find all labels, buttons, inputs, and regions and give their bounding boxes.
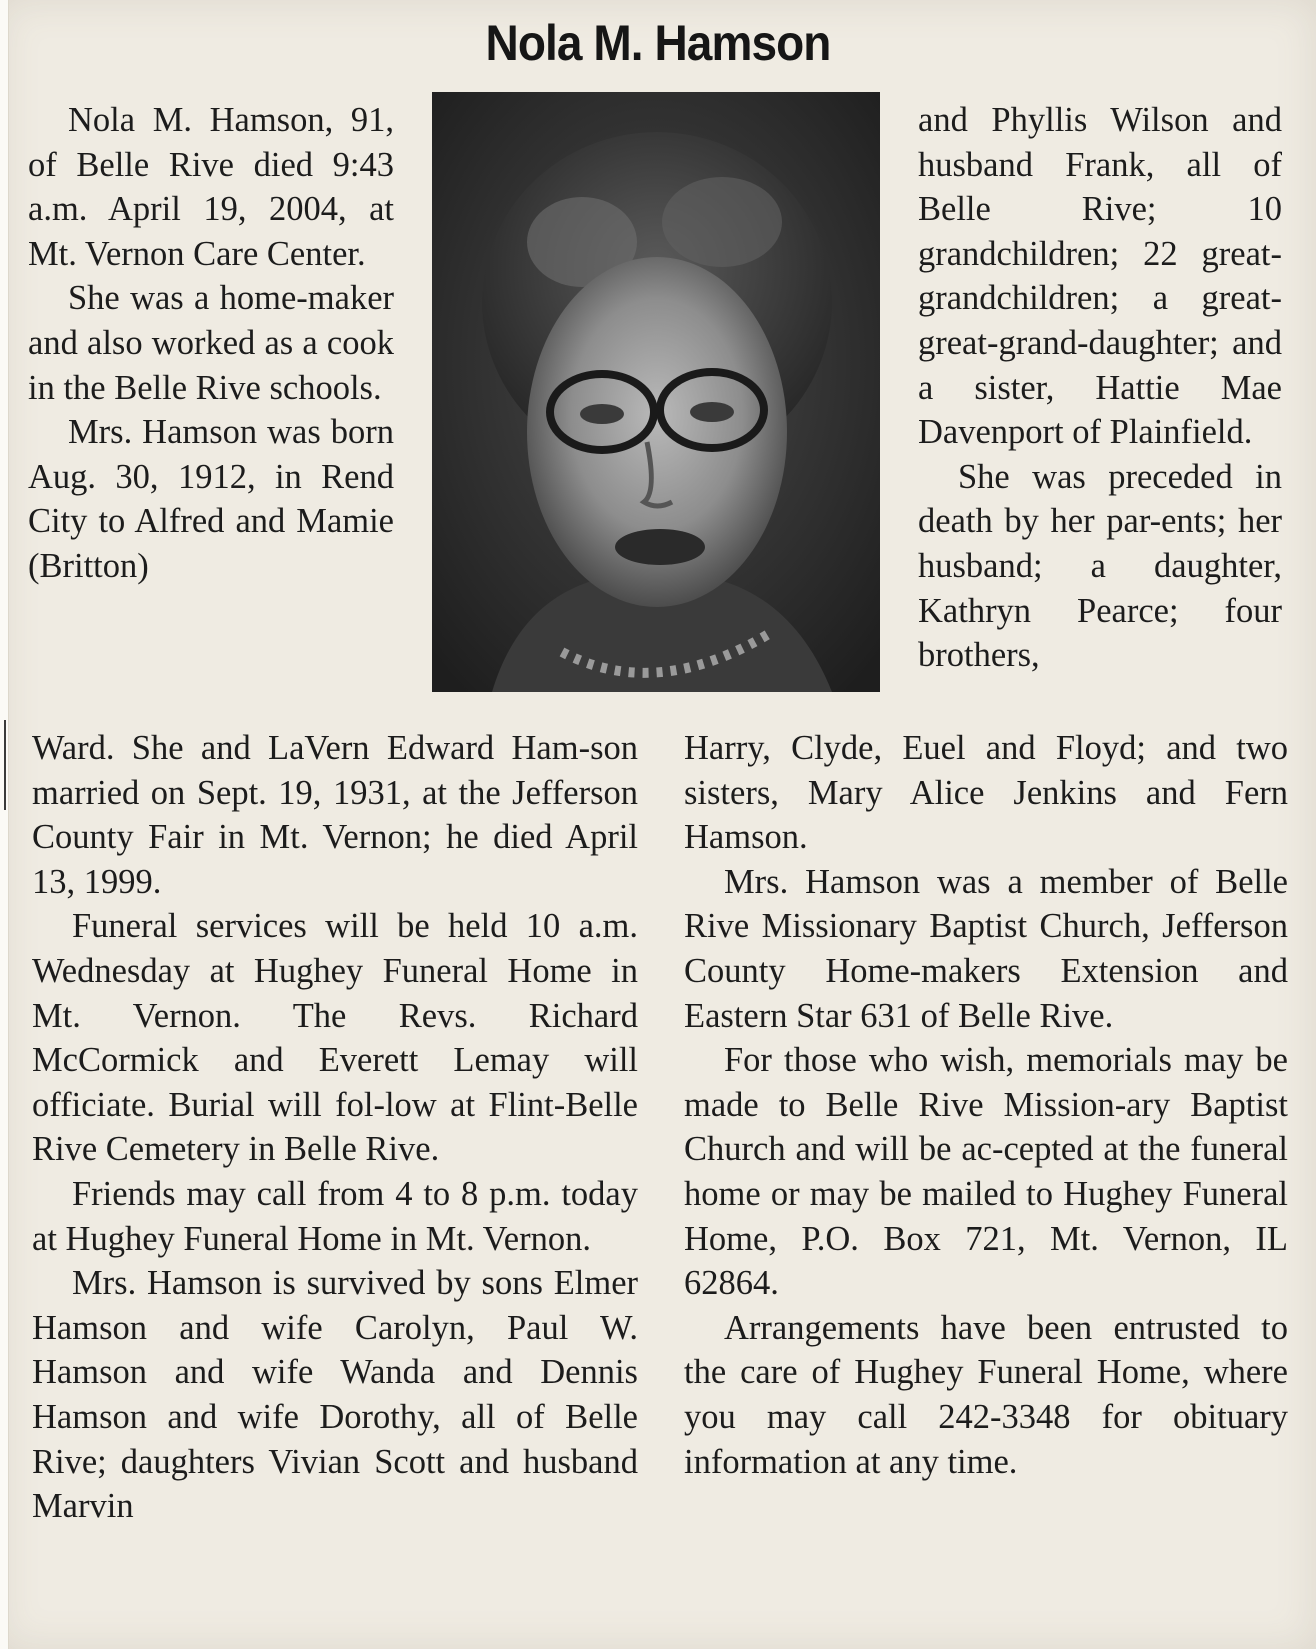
paragraph: Mrs. Hamson was born Aug. 30, 1912, in Rend City to Alfred and Mamie (Britton) — [28, 413, 394, 585]
column-top-right — [918, 98, 1282, 678]
paragraph: She was preceded in death by her par-ents; her husband; a daughter, Kathryn Pearce; four brothers, — [918, 457, 1282, 675]
column-top-left — [28, 98, 394, 589]
paragraph: Funeral services will be held 10 a.m. Wednesday at Hughey Funeral Home in Mt. Vernon. The Revs. Richard McCormick and Everett Lemay will officiate. Burial will fol-low at Flint-Belle Rive Cemetery in Belle Rive. — [32, 907, 638, 1169]
paragraph: Mrs. Hamson was a member of Belle Rive Missionary Baptist Church, Jefferson County Home-makers Extension and Eastern Star 631 of Belle Rive. — [684, 862, 1288, 1035]
column-rule — [4, 720, 6, 810]
column-bottom-left — [32, 726, 638, 1529]
clipping-edge — [0, 0, 9, 1649]
paragraph: Ward. She and LaVern Edward Ham-son married on Sept. 19, 1931, at the Jefferson County Fair in Mt. Vernon; he died April 13, 1999. — [32, 729, 638, 901]
paragraph: She was a home-maker and also worked as a cook in the Belle Rive schools. — [28, 279, 394, 407]
paragraph: Nola M. Hamson, 91, of Belle Rive died 9:43 a.m. April 19, 2004, at Mt. Vernon Care Center. — [28, 101, 394, 273]
paragraph: Harry, Clyde, Euel and Floyd; and two sisters, Mary Alice Jenkins and Fern Hamson. — [684, 729, 1288, 857]
portrait-image — [432, 92, 880, 692]
obituary-headline: Nola M. Hamson — [485, 15, 831, 71]
paragraph: Mrs. Hamson is survived by sons Elmer Hamson and wife Carolyn, Paul W. Hamson and wife Wanda and Dennis Hamson and wife Dorothy, all of Belle Rive; daughters Vivian Scott and husband Marvin — [32, 1264, 638, 1526]
paragraph: and Phyllis Wilson and husband Frank, all of Belle Rive; 10 grandchildren; 22 great-grandchildren; a great-great-grand-daughter; and a sister, Hattie Mae Davenport of Plainfield. — [918, 101, 1282, 452]
portrait-photo — [432, 92, 880, 692]
paragraph: Arrangements have been entrusted to the care of Hughey Funeral Home, where you may call 242-3348 for obituary information at any time. — [684, 1308, 1288, 1481]
column-bottom-right — [684, 726, 1288, 1484]
paragraph: Friends may call from 4 to 8 p.m. today at Hughey Funeral Home in Mt. Vernon. — [32, 1174, 638, 1258]
paragraph: For those who wish, memorials may be made to Belle Rive Mission-ary Baptist Church and will be ac-cepted at the funeral home or may be mailed to Hughey Funeral Home, P.O. Box 721, Mt. Vernon, IL 62864. — [684, 1041, 1288, 1303]
